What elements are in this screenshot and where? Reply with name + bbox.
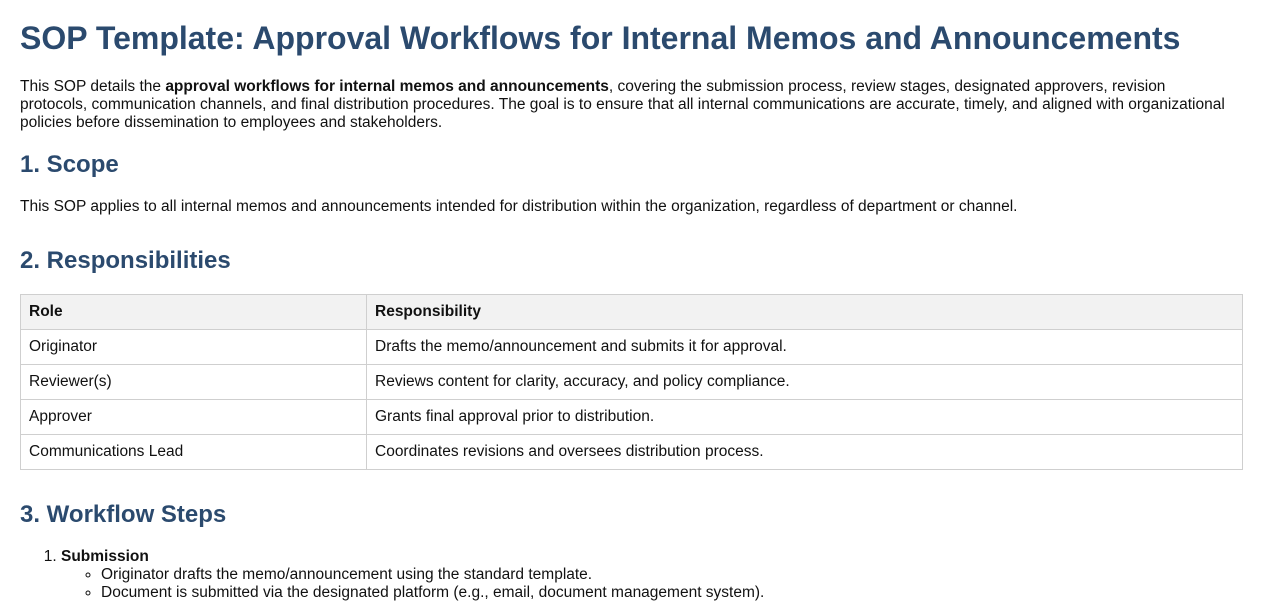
role-cell: Communications Lead <box>21 435 367 470</box>
scope-text: This SOP applies to all internal memos and announcements intended for distribution within the organization, regardless of department or channel. <box>20 198 1018 215</box>
responsibility-cell: Reviews content for clarity, accuracy, and policy compliance. <box>367 365 1243 400</box>
intro-text-before: This SOP details the <box>20 78 166 95</box>
table-row <box>21 330 1243 365</box>
list-item: ◦ Originator drafts the memo/announcement using the standard template. <box>101 566 1243 584</box>
intro-paragraph <box>20 78 1235 132</box>
table-row <box>21 400 1243 435</box>
section-heading-workflow: 3. Workflow Steps <box>20 501 227 528</box>
responsibility-cell: Drafts the memo/announcement and submits it for approval. <box>367 330 1243 365</box>
list-item: ◦ Document is submitted via the designated platform (e.g., email, document management system). <box>101 584 1243 602</box>
step-substeps-list <box>61 566 1243 602</box>
page-title: SOP Template: Approval Workflows for Internal Memos and Announcements <box>20 20 1181 56</box>
column-header-role: Role <box>21 295 367 330</box>
column-header-responsibility: Responsibility <box>367 295 1243 330</box>
role-cell: Approver <box>21 400 367 435</box>
responsibility-cell: Grants final approval prior to distribution. <box>367 400 1243 435</box>
responsibility-cell: Coordinates revisions and oversees distribution process. <box>367 435 1243 470</box>
responsibilities-table <box>20 294 1243 470</box>
role-cell: Originator <box>21 330 367 365</box>
table-row <box>21 365 1243 400</box>
intro-text-bold: approval workflows for internal memos and announcements <box>165 78 609 95</box>
table-row <box>21 435 1243 470</box>
intro-text-after: , covering the submission process, review stages, designated approvers, revision protocols, communication channels, and final distribution procedures. The goal is to ensure that all internal communications are accurate, timely, and aligned with organizational policies before dissemination to employees and stakeholders. <box>20 78 1225 131</box>
step-title: Submission <box>61 548 149 565</box>
section-heading-scope: 1. Scope <box>20 151 119 178</box>
role-cell: Reviewer(s) <box>21 365 367 400</box>
workflow-step <box>61 548 1243 602</box>
section-heading-responsibilities: 2. Responsibilities <box>20 247 231 274</box>
table-header-row <box>21 295 1243 330</box>
workflow-steps-list <box>20 548 1243 602</box>
